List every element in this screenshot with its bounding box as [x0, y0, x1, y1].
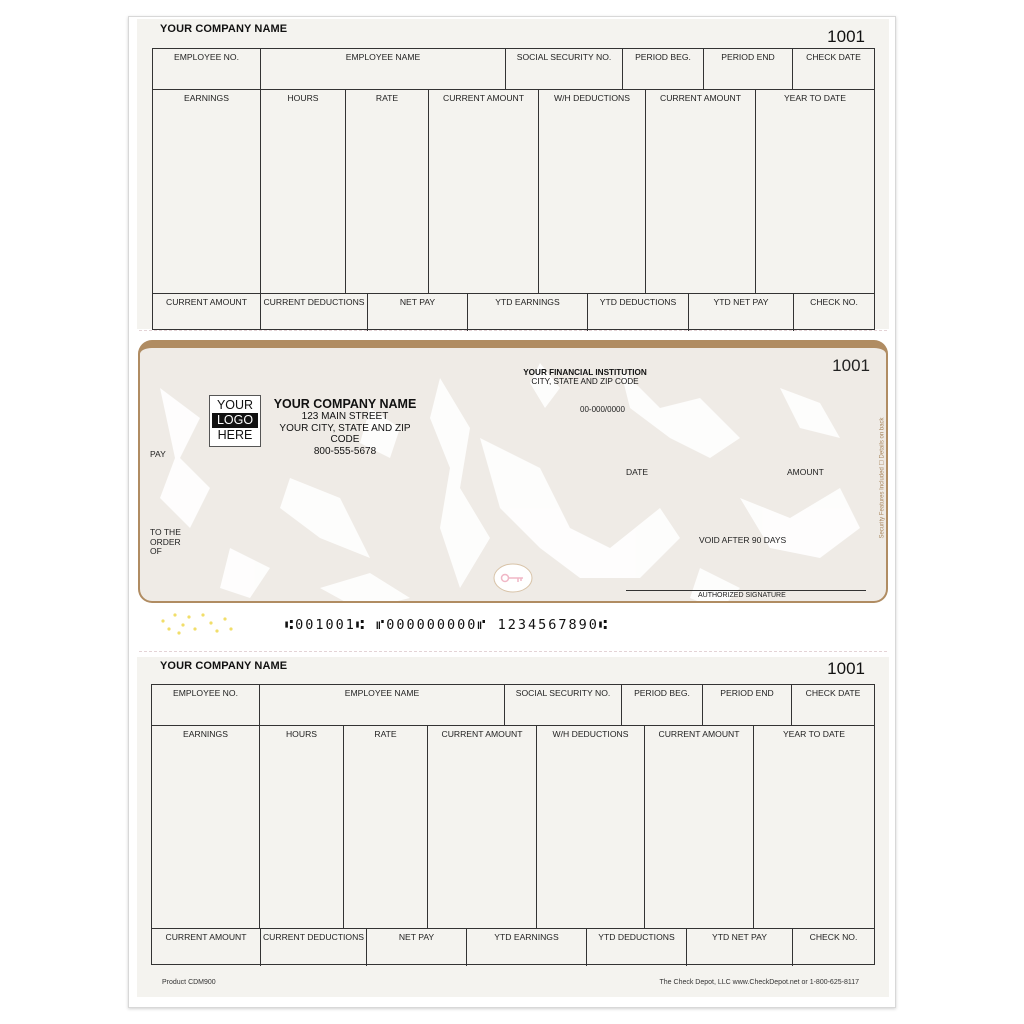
earnings-row — [153, 89, 874, 293]
header-hours: HOURS — [259, 726, 343, 928]
heat-sensitive-key-icon — [490, 560, 536, 596]
security-features-text: Security Features Included ☐ Details on back — [879, 417, 886, 539]
header-period-end: PERIOD END — [702, 685, 791, 725]
payer-street: 123 MAIN STREET — [301, 411, 389, 422]
perforation-line — [139, 330, 887, 331]
employee-info-row — [153, 49, 874, 89]
header-rate: RATE — [343, 726, 427, 928]
pay-label: PAY — [150, 449, 166, 459]
stub-table — [152, 48, 875, 330]
check-face — [138, 340, 888, 603]
signature-label: AUTHORIZED SIGNATURE — [698, 592, 786, 599]
bottom-pay-stub — [137, 657, 889, 997]
header-net-pay: NET PAY — [366, 929, 466, 966]
header-year-to-date: YEAR TO DATE — [753, 726, 874, 928]
amount-label: AMOUNT — [787, 467, 824, 477]
header-check-date: CHECK DATE — [791, 685, 874, 725]
header-earnings: EARNINGS — [184, 93, 229, 103]
stub-table — [151, 684, 875, 965]
security-banner: THE FACE OF THIS DOCUMENT HAS A COLORED BACKGROUND ON WHITE PAPER — [378, 341, 648, 347]
header-ytd-earnings: YTD EARNINGS — [467, 294, 587, 331]
totals-row — [153, 293, 874, 331]
check-sheet — [128, 16, 896, 1008]
header-check-no: CHECK NO. — [793, 294, 874, 331]
order-label-line-3: OF — [150, 546, 162, 556]
logo-line-2: LOGO — [212, 413, 258, 428]
header-period-beg: PERIOD BEG. — [621, 685, 702, 725]
header-wh-deductions: W/H DEDUCTIONS — [538, 90, 645, 293]
header-total-current-amount: CURRENT AMOUNT — [165, 297, 247, 307]
logo-line-3: HERE — [217, 428, 253, 442]
header-current-amount-2: CURRENT AMOUNT — [645, 90, 755, 293]
header-wh-deductions: W/H DEDUCTIONS — [536, 726, 644, 928]
order-label-line-2: ORDER — [150, 536, 181, 547]
header-ytd-net-pay: YTD NET PAY — [686, 929, 792, 966]
header-employee-name: EMPLOYEE NAME — [260, 49, 505, 89]
header-rate: RATE — [345, 90, 428, 293]
date-label: DATE — [626, 467, 649, 477]
security-features-note — [876, 403, 888, 553]
header-total-current-amount: CURRENT AMOUNT — [165, 932, 247, 942]
bank-city: CITY, STATE AND ZIP CODE — [531, 377, 639, 386]
perforation-line-2 — [139, 651, 887, 652]
header-check-no: CHECK NO. — [792, 929, 874, 966]
stub-check-number: 1001 — [827, 659, 865, 678]
order-label — [150, 528, 181, 557]
header-current-amount-2: CURRENT AMOUNT — [644, 726, 753, 928]
header-period-beg: PERIOD BEG. — [622, 49, 703, 89]
bank-block — [515, 368, 655, 386]
logo-line-1: YOUR — [216, 398, 254, 412]
fraction-code: 00-000/0000 — [580, 405, 625, 414]
header-current-amount: CURRENT AMOUNT — [427, 726, 536, 928]
top-pay-stub — [137, 19, 889, 329]
payer-city-state-zip: YOUR CITY, STATE AND ZIP CODE — [279, 422, 411, 445]
header-check-date: CHECK DATE — [792, 49, 874, 89]
bank-name: YOUR FINANCIAL INSTITUTION — [523, 368, 647, 377]
void-notice: VOID AFTER 90 DAYS — [699, 535, 787, 545]
signature-line[interactable] — [626, 590, 866, 591]
header-employee-no: EMPLOYEE NO. — [174, 52, 239, 62]
stub-company-name: YOUR COMPANY NAME — [160, 660, 288, 672]
logo-placeholder — [209, 395, 261, 447]
header-employee-no: EMPLOYEE NO. — [173, 688, 238, 698]
header-year-to-date: YEAR TO DATE — [755, 90, 874, 293]
security-dots-icon — [159, 611, 239, 637]
order-label-line-1: TO THE — [150, 527, 181, 537]
check-number: 1001 — [832, 356, 870, 375]
header-ytd-net-pay: YTD NET PAY — [688, 294, 793, 331]
employee-info-row — [152, 685, 874, 725]
header-current-deductions: CURRENT DEDUCTIONS — [260, 929, 366, 966]
header-earnings: EARNINGS — [183, 729, 228, 739]
header-current-amount: CURRENT AMOUNT — [428, 90, 538, 293]
header-current-deductions: CURRENT DEDUCTIONS — [260, 294, 367, 331]
payer-phone: 800-555-5678 — [313, 445, 377, 457]
stub-company-name: YOUR COMPANY NAME — [160, 23, 288, 35]
header-period-end: PERIOD END — [703, 49, 792, 89]
header-ssn: SOCIAL SECURITY NO. — [504, 685, 621, 725]
header-ssn: SOCIAL SECURITY NO. — [505, 49, 622, 89]
header-ytd-deductions: YTD DEDUCTIONS — [586, 929, 686, 966]
payer-company-name: YOUR COMPANY NAME — [273, 397, 417, 411]
totals-row — [152, 928, 874, 966]
header-net-pay: NET PAY — [367, 294, 467, 331]
micr-line: ⑆001001⑆ ⑈000000000⑈ 1234567890⑆ — [285, 617, 609, 633]
header-hours: HOURS — [260, 90, 345, 293]
vendor-info: The Check Depot, LLC www.CheckDepot.net or 1-800-625-8117 — [659, 979, 859, 986]
stub-check-number: 1001 — [827, 27, 865, 46]
earnings-row — [152, 725, 874, 928]
header-ytd-earnings: YTD EARNINGS — [466, 929, 586, 966]
header-employee-name: EMPLOYEE NAME — [259, 685, 504, 725]
header-ytd-deductions: YTD DEDUCTIONS — [587, 294, 688, 331]
payer-address-block — [265, 397, 425, 457]
product-code: Product CDM900 — [162, 979, 216, 986]
